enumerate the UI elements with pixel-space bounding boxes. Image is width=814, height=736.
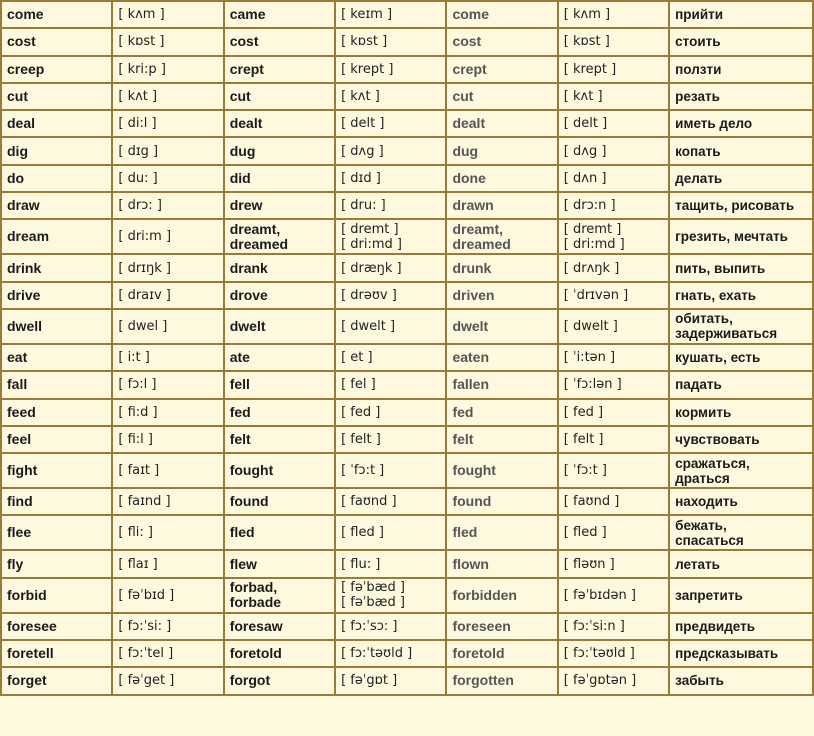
participle-transcription-cell: [ dʌg ] xyxy=(559,138,668,163)
past-simple-cell: ate xyxy=(225,345,334,370)
past-simple-cell: cut xyxy=(225,84,334,109)
past-simple-cell: cost xyxy=(225,29,334,54)
verb-row xyxy=(2,310,812,343)
past-transcription-cell: [ krept ] xyxy=(336,57,445,82)
past-simple-cell: forgot xyxy=(225,668,334,693)
participle-transcription-cell: [ ˈi:tən ] xyxy=(559,345,668,370)
base-transcription-cell: [ faɪt ] xyxy=(113,454,222,487)
translation-cell: прийти xyxy=(670,2,812,27)
translation-cell: пить, выпить xyxy=(670,255,812,280)
past-simple-cell: drew xyxy=(225,193,334,218)
translation-cell: ползти xyxy=(670,57,812,82)
base-transcription-cell: [ i:t ] xyxy=(113,345,222,370)
base-form-cell: fly xyxy=(2,551,111,576)
past-transcription-cell: [ dremt ] [ dri:md ] xyxy=(336,220,445,253)
past-transcription-cell: [ et ] xyxy=(336,345,445,370)
base-transcription-cell: [ fi:l ] xyxy=(113,427,222,452)
base-transcription-cell: [ kɒst ] xyxy=(113,29,222,54)
past-transcription-cell: [ kʌt ] xyxy=(336,84,445,109)
past-simple-cell: fell xyxy=(225,372,334,397)
base-form-cell: draw xyxy=(2,193,111,218)
translation-cell: предвидеть xyxy=(670,614,812,639)
verb-row xyxy=(2,166,812,191)
past-transcription-cell: [ drəʊv ] xyxy=(336,283,445,308)
past-participle-cell: come xyxy=(447,2,556,27)
translation-cell: летать xyxy=(670,551,812,576)
past-transcription-cell: [ dʌg ] xyxy=(336,138,445,163)
base-transcription-cell: [ kʌt ] xyxy=(113,84,222,109)
base-transcription-cell: [ drɪŋk ] xyxy=(113,255,222,280)
past-simple-cell: fed xyxy=(225,400,334,425)
base-form-cell: fall xyxy=(2,372,111,397)
past-simple-cell: came xyxy=(225,2,334,27)
verb-row xyxy=(2,400,812,425)
past-simple-cell: drove xyxy=(225,283,334,308)
base-form-cell: find xyxy=(2,489,111,514)
verb-row xyxy=(2,2,812,27)
past-participle-cell: cut xyxy=(447,84,556,109)
participle-transcription-cell: [ felt ] xyxy=(559,427,668,452)
participle-transcription-cell: [ fled ] xyxy=(559,516,668,549)
base-form-cell: foresee xyxy=(2,614,111,639)
translation-cell: гнать, ехать xyxy=(670,283,812,308)
participle-transcription-cell: [ fɔ:ˈsi:n ] xyxy=(559,614,668,639)
base-form-cell: dig xyxy=(2,138,111,163)
participle-transcription-cell: [ drʌŋk ] xyxy=(559,255,668,280)
past-participle-cell: fled xyxy=(447,516,556,549)
past-participle-cell: flown xyxy=(447,551,556,576)
verb-row xyxy=(2,454,812,487)
past-transcription-cell: [ fed ] xyxy=(336,400,445,425)
translation-cell: резать xyxy=(670,84,812,109)
translation-cell: забыть xyxy=(670,668,812,693)
participle-transcription-cell: [ dwelt ] xyxy=(559,310,668,343)
base-form-cell: foretell xyxy=(2,641,111,666)
past-simple-cell: fled xyxy=(225,516,334,549)
base-transcription-cell: [ faɪnd ] xyxy=(113,489,222,514)
verb-row xyxy=(2,29,812,54)
past-participle-cell: forgotten xyxy=(447,668,556,693)
verb-row xyxy=(2,579,812,612)
participle-transcription-cell: [ drɔ:n ] xyxy=(559,193,668,218)
participle-transcription-cell: [ fed ] xyxy=(559,400,668,425)
base-transcription-cell: [ draɪv ] xyxy=(113,283,222,308)
past-transcription-cell: [ fəˈgɒt ] xyxy=(336,668,445,693)
base-form-cell: drive xyxy=(2,283,111,308)
past-transcription-cell: [ kɒst ] xyxy=(336,29,445,54)
base-form-cell: dream xyxy=(2,220,111,253)
translation-cell: делать xyxy=(670,166,812,191)
verb-table-body xyxy=(2,2,812,694)
past-simple-cell: forbad, forbade xyxy=(225,579,334,612)
past-participle-cell: drunk xyxy=(447,255,556,280)
participle-transcription-cell: [ ˈfɔ:t ] xyxy=(559,454,668,487)
past-participle-cell: dreamt, dreamed xyxy=(447,220,556,253)
verb-row xyxy=(2,551,812,576)
past-participle-cell: cost xyxy=(447,29,556,54)
base-form-cell: forget xyxy=(2,668,111,693)
past-simple-cell: fought xyxy=(225,454,334,487)
base-transcription-cell: [ fɔ:l ] xyxy=(113,372,222,397)
verb-row xyxy=(2,516,812,549)
translation-cell: стоить xyxy=(670,29,812,54)
past-participle-cell: done xyxy=(447,166,556,191)
base-form-cell: cost xyxy=(2,29,111,54)
past-participle-cell: dwelt xyxy=(447,310,556,343)
base-form-cell: feel xyxy=(2,427,111,452)
base-transcription-cell: [ fəˈget ] xyxy=(113,668,222,693)
past-participle-cell: forbidden xyxy=(447,579,556,612)
translation-cell: грезить, мечтать xyxy=(670,220,812,253)
participle-transcription-cell: [ krept ] xyxy=(559,57,668,82)
verb-row xyxy=(2,84,812,109)
translation-cell: кушать, есть xyxy=(670,345,812,370)
base-form-cell: fight xyxy=(2,454,111,487)
base-transcription-cell: [ fɔ:ˈtel ] xyxy=(113,641,222,666)
past-simple-cell: foresaw xyxy=(225,614,334,639)
translation-cell: бежать, спасаться xyxy=(670,516,812,549)
verb-row xyxy=(2,641,812,666)
verb-row xyxy=(2,427,812,452)
base-transcription-cell: [ fli: ] xyxy=(113,516,222,549)
past-participle-cell: fed xyxy=(447,400,556,425)
past-simple-cell: found xyxy=(225,489,334,514)
participle-transcription-cell: [ dremt ] [ dri:md ] xyxy=(559,220,668,253)
base-transcription-cell: [ dri:m ] xyxy=(113,220,222,253)
base-form-cell: dwell xyxy=(2,310,111,343)
past-participle-cell: crept xyxy=(447,57,556,82)
past-simple-cell: dealt xyxy=(225,111,334,136)
past-participle-cell: dealt xyxy=(447,111,556,136)
past-participle-cell: fallen xyxy=(447,372,556,397)
base-transcription-cell: [ kri:p ] xyxy=(113,57,222,82)
base-transcription-cell: [ fəˈbɪd ] xyxy=(113,579,222,612)
base-form-cell: do xyxy=(2,166,111,191)
base-form-cell: deal xyxy=(2,111,111,136)
past-transcription-cell: [ fled ] xyxy=(336,516,445,549)
translation-cell: обитать, задерживаться xyxy=(670,310,812,343)
base-form-cell: drink xyxy=(2,255,111,280)
base-form-cell: eat xyxy=(2,345,111,370)
base-transcription-cell: [ kʌm ] xyxy=(113,2,222,27)
verb-row xyxy=(2,193,812,218)
verb-row xyxy=(2,283,812,308)
past-participle-cell: felt xyxy=(447,427,556,452)
past-simple-cell: dug xyxy=(225,138,334,163)
participle-transcription-cell: [ kʌt ] xyxy=(559,84,668,109)
past-transcription-cell: [ dwelt ] xyxy=(336,310,445,343)
translation-cell: копать xyxy=(670,138,812,163)
past-simple-cell: dreamt, dreamed xyxy=(225,220,334,253)
verb-row xyxy=(2,111,812,136)
past-transcription-cell: [ keɪm ] xyxy=(336,2,445,27)
past-simple-cell: did xyxy=(225,166,334,191)
participle-transcription-cell: [ fəˈbɪdən ] xyxy=(559,579,668,612)
base-transcription-cell: [ fi:d ] xyxy=(113,400,222,425)
translation-cell: чувствовать xyxy=(670,427,812,452)
verb-row xyxy=(2,255,812,280)
base-form-cell: forbid xyxy=(2,579,111,612)
participle-transcription-cell: [ fɔ:ˈtəʊld ] xyxy=(559,641,668,666)
base-transcription-cell: [ di:l ] xyxy=(113,111,222,136)
base-form-cell: cut xyxy=(2,84,111,109)
past-simple-cell: drank xyxy=(225,255,334,280)
verb-row xyxy=(2,138,812,163)
past-simple-cell: flew xyxy=(225,551,334,576)
base-transcription-cell: [ drɔ: ] xyxy=(113,193,222,218)
participle-transcription-cell: [ faʊnd ] xyxy=(559,489,668,514)
verb-row xyxy=(2,614,812,639)
past-simple-cell: crept xyxy=(225,57,334,82)
past-simple-cell: foretold xyxy=(225,641,334,666)
base-transcription-cell: [ dwel ] xyxy=(113,310,222,343)
past-participle-cell: driven xyxy=(447,283,556,308)
past-transcription-cell: [ dru: ] xyxy=(336,193,445,218)
translation-cell: иметь дело xyxy=(670,111,812,136)
translation-cell: тащить, рисовать xyxy=(670,193,812,218)
past-transcription-cell: [ fəˈbæd ] [ fəˈbæd ] xyxy=(336,579,445,612)
past-simple-cell: dwelt xyxy=(225,310,334,343)
past-transcription-cell: [ felt ] xyxy=(336,427,445,452)
past-transcription-cell: [ delt ] xyxy=(336,111,445,136)
verb-row xyxy=(2,57,812,82)
verb-row xyxy=(2,220,812,253)
past-simple-cell: felt xyxy=(225,427,334,452)
past-transcription-cell: [ dɪd ] xyxy=(336,166,445,191)
past-participle-cell: found xyxy=(447,489,556,514)
past-participle-cell: drawn xyxy=(447,193,556,218)
verb-row xyxy=(2,668,812,693)
base-form-cell: come xyxy=(2,2,111,27)
base-transcription-cell: [ du: ] xyxy=(113,166,222,191)
base-transcription-cell: [ fɔ:ˈsi: ] xyxy=(113,614,222,639)
past-transcription-cell: [ fɔ:ˈtəʊld ] xyxy=(336,641,445,666)
participle-transcription-cell: [ delt ] xyxy=(559,111,668,136)
participle-transcription-cell: [ kʌm ] xyxy=(559,2,668,27)
participle-transcription-cell: [ ˈdrɪvən ] xyxy=(559,283,668,308)
verb-row xyxy=(2,345,812,370)
participle-transcription-cell: [ kɒst ] xyxy=(559,29,668,54)
participle-transcription-cell: [ fləʊn ] xyxy=(559,551,668,576)
past-transcription-cell: [ dræŋk ] xyxy=(336,255,445,280)
base-form-cell: feed xyxy=(2,400,111,425)
verb-row xyxy=(2,372,812,397)
participle-transcription-cell: [ dʌn ] xyxy=(559,166,668,191)
translation-cell: предсказывать xyxy=(670,641,812,666)
past-participle-cell: dug xyxy=(447,138,556,163)
participle-transcription-cell: [ fəˈgɒtən ] xyxy=(559,668,668,693)
past-participle-cell: foretold xyxy=(447,641,556,666)
base-form-cell: creep xyxy=(2,57,111,82)
translation-cell: находить xyxy=(670,489,812,514)
past-participle-cell: eaten xyxy=(447,345,556,370)
base-form-cell: flee xyxy=(2,516,111,549)
past-participle-cell: fought xyxy=(447,454,556,487)
translation-cell: сражаться, драться xyxy=(670,454,812,487)
past-participle-cell: foreseen xyxy=(447,614,556,639)
base-transcription-cell: [ dɪg ] xyxy=(113,138,222,163)
past-transcription-cell: [ flu: ] xyxy=(336,551,445,576)
past-transcription-cell: [ fɔ:ˈsɔ: ] xyxy=(336,614,445,639)
base-transcription-cell: [ flaɪ ] xyxy=(113,551,222,576)
translation-cell: кормить xyxy=(670,400,812,425)
past-transcription-cell: [ faʊnd ] xyxy=(336,489,445,514)
participle-transcription-cell: [ ˈfɔ:lən ] xyxy=(559,372,668,397)
translation-cell: падать xyxy=(670,372,812,397)
translation-cell: запретить xyxy=(670,579,812,612)
verb-row xyxy=(2,489,812,514)
past-transcription-cell: [ ˈfɔ:t ] xyxy=(336,454,445,487)
past-transcription-cell: [ fel ] xyxy=(336,372,445,397)
